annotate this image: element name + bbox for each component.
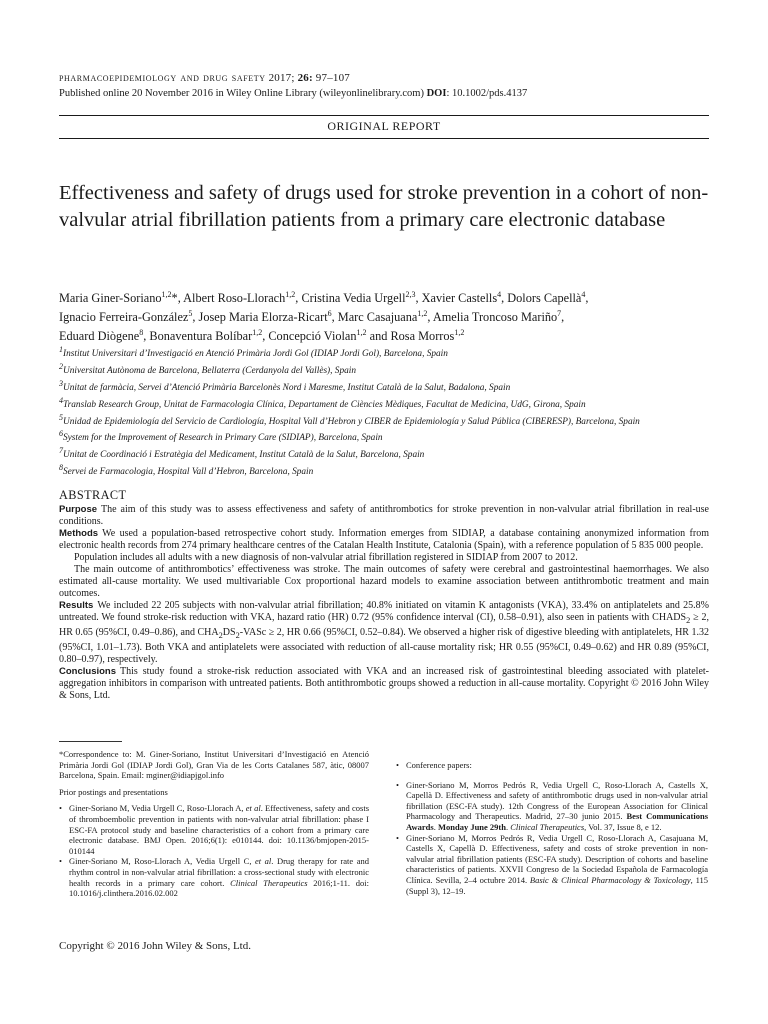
header-rule-bottom <box>59 138 709 139</box>
author-separator: , <box>143 329 150 344</box>
doi-value: : 10.1002/pds.4137 <box>446 88 528 99</box>
author-affiliation-marker: 1,2 <box>252 328 263 338</box>
affiliation-item <box>59 462 719 479</box>
author-affiliation-marker: 6 <box>327 309 332 319</box>
results-subscript: 2 <box>218 631 223 640</box>
journal-citation <box>59 70 350 85</box>
affiliation-text: Unitat de Coordinació i Estratègia del Medicament, Institut Català de la Salut, Barcelona, Spain <box>63 450 425 461</box>
affiliation-text: Servei de Farmacologia, Hospital Vall d’Hebron, Barcelona, Spain <box>63 467 314 478</box>
article-title: Effectiveness and safety of drugs used for stroke prevention in a cohort of non-valvular atrial fibrillation patients from a primary care electronic database <box>59 182 709 231</box>
prior-postings-heading: Prior postings and presentations <box>59 786 168 797</box>
author-separator: , <box>561 310 565 325</box>
ref-text: Giner-Soriano M, Vedia Urgell C, Roso-Llorach A, <box>69 803 246 814</box>
conclusions-text: This study found a stroke-risk reduction associated with VKA and an increased risk of gastrointestinal bleeding associated with platelet-aggregation inhibitors in comparison with untreated patients. Both antithrombotic groups showed a reduction in all-cause mortality. Copyright © 2016 John Wiley & Sons, Ltd. <box>59 666 709 701</box>
results-text-b: ≥ 2, HR 0.65 (95%CI, 0.49–0.86), and CHA <box>59 612 710 638</box>
results-text-d: -VASc ≥ 2, HR 0.66 (95%CI, 0.52–0.84). We observed a higher risk of digestive bleeding with antiplatelets, HR 1.32 (95%CI, 1.01–1.73). Both VKA and antiplatelets were associated with reduction of all-cause mortality risk; HR 0.55 (95%CI, 0.49–0.62) and HR 0.89 (95%CI, 0.80–0.97), respectively. <box>59 627 709 665</box>
affiliation-item <box>59 378 719 395</box>
ref-text: Giner-Soriano M, Morros Pedrós R, Vedia Urgell C, Roso-Llorach A, Casajuana M, Castells X, Capellà D. Effectiveness, safety and costs of stroke prevention in non-valvular atrial fibrillation patients (ESC-FA study). Description of cohorts and baseline characteristics of patients. XXVII Congreso de la Sociedad Española de Farmacología Clínica. Sevilla, 2–4 octubre 2014. <box>406 832 708 885</box>
affiliation-item <box>59 445 719 462</box>
journal-volume: 26: <box>297 72 313 84</box>
ref-award: Best Communications Awards <box>406 811 709 832</box>
author-name: Ignacio Ferreira-González <box>59 310 189 325</box>
author-name: Cristina Vedia Urgell <box>301 291 406 306</box>
author-name: Eduard Diògene <box>59 329 140 344</box>
author-affiliation-marker: 5 <box>188 309 193 319</box>
affiliation-text: Universitat Autònoma de Barcelona, Bellaterra (Cerdanyola del Vallès), Spain <box>63 365 356 376</box>
list-item <box>396 833 708 897</box>
affiliation-text: Unitat de farmàcia, Servei d’Atenció Primària Barcelonès Nord i Maresme, Institut Català de la Salut, Badalona, Spain <box>63 382 511 393</box>
author-name: Josep Maria Elorza-Ricart <box>198 310 328 325</box>
author-name: Rosa Morros <box>390 329 455 344</box>
author-line <box>59 287 719 306</box>
ref-journal: Clinical Therapeutics <box>230 877 308 888</box>
author-separator: , <box>295 291 302 306</box>
author-name: Albert Roso-Llorach <box>183 291 286 306</box>
list-item <box>59 856 369 898</box>
abstract-conclusions <box>59 666 709 702</box>
ref-journal: Basic & Clinical Pharmacology & Toxicology <box>529 874 691 885</box>
affiliation-item <box>59 344 719 361</box>
author-affiliation-marker: 1,2 <box>285 290 296 299</box>
author-separator: , <box>415 291 422 306</box>
author-separator: , <box>331 310 338 325</box>
purpose-label: Purpose <box>59 504 98 515</box>
affiliation-list <box>59 344 719 479</box>
ref-sep: . <box>433 821 438 832</box>
bullet-icon: • <box>396 779 399 790</box>
author-name: Dolors Capellà <box>507 291 582 306</box>
abstract-heading: ABSTRACT <box>59 488 127 502</box>
author-name: Concepció Violan <box>268 329 357 344</box>
author-name: Amelia Troncoso Mariño <box>432 310 558 325</box>
conference-heading: Conference papers: <box>406 760 472 770</box>
author-separator: , <box>585 291 589 306</box>
abstract-body <box>59 504 709 702</box>
author-separator: and <box>366 329 391 344</box>
affiliation-text: Unidad de Epidemiología del Servicio de Cardiología, Hospital Vall d’Hebron y CIBER de Epidemiología y Salud Pública (CIBERESP), Barcelona, Spain <box>63 416 640 427</box>
author-line <box>59 306 719 325</box>
results-subscript: 2 <box>235 631 240 640</box>
methods-paragraph-3: The main outcome of antithrombotics’ effectiveness was stroke. The main outcomes of safety were cerebral and gastrointestinal haemorrhages. We also estimated all-cause mortality. We used multivariable Cox proportional hazard models to examine association between antithrombotic treatment and main outcomes. <box>59 564 709 599</box>
ref-journal: Clinical Therapeutics <box>510 821 585 832</box>
correspondence-note: *Correspondence to: M. Giner-Soriano, Institut Universitari d’Investigació en Atenció Primària Jordi Gol (IDIAP Jordi Gol), Gran Via de les Corts Catalanes 587, àtic, 08007 Barcelona, Spain. Email: mginer@idiapjgol.info <box>59 749 369 781</box>
footnote-rule <box>59 741 122 742</box>
footnotes-left <box>59 741 369 899</box>
author-affiliation-marker: 1,2 <box>454 328 465 338</box>
bullet-icon: • <box>396 760 399 770</box>
ref-text: Giner-Soriano M, Morros Pedrós R, Vedia Urgell C, Roso-Llorach A, Castells X, Capellà D. Effectiveness and safety of antithrombotic drugs used in non-valvular atrial fibrillation (ESC-FA study). 12th Congress of the European Association for Clinical Pharmacology and Therapeutics. Madrid, 27–30 junio 2015. <box>406 779 708 822</box>
report-type: ORIGINAL REPORT <box>327 119 441 133</box>
author-affiliation-marker: 1,2 <box>356 328 367 338</box>
methods-text: We used a population-based retrospective cohort study. Information emerges from SIDIAP, a database containing anonymized information from electronic health records from 274 primary healthcare centres of the Catalan Health Institute, Catalonia (Spain), with a reference population of 5 835 000 people. <box>59 528 709 551</box>
published-line <box>59 88 527 99</box>
conclusions-label: Conclusions <box>59 666 117 677</box>
abstract-methods <box>59 528 709 552</box>
affiliation-number: 1 <box>59 345 63 354</box>
affiliation-text: Translab Research Group, Unitat de Farmacologia Clínica, Departament de Ciències Mèdiques, Facultat de Medicina, UdG, Girona, Spain <box>63 399 586 410</box>
author-affiliation-marker: 8 <box>139 328 144 338</box>
ref-text: . Drug therapy for rate and rhythm control in non-valvular atrial fibrillation: a cross-sectional study with electronic health records in a primary care cohort. <box>69 856 369 888</box>
author-affiliation-marker: 1,2 <box>161 290 172 299</box>
author-separator: *, <box>171 291 184 306</box>
affiliation-item <box>59 361 719 378</box>
journal-pages: 97–107 <box>315 72 350 84</box>
author-name: Maria Giner-Soriano <box>59 291 162 306</box>
methods-paragraph-2: Population includes all adults with a new diagnosis of non-valvular atrial fibrillation registered in SIDIAP from 2007 to 2012. <box>74 552 578 563</box>
author-separator: , <box>192 310 199 325</box>
results-text-a: We included 22 205 subjects with non-valvular atrial fibrillation; 40.8% initiated on vitamin K antagonists (VKA), 33.4% on antiplatelets and 25.8% untreated. We found stroke-risk reduction with VKA, hazard ratio (HR) 0.72 (95% confidence interval (CI), 0.58–0.91), also seen in patients with CHADS <box>59 600 709 623</box>
author-affiliation-marker: 4 <box>497 290 502 299</box>
affiliation-text: System for the Improvement of Research in Primary Care (SIDIAP), Barcelona, Spain <box>63 433 383 444</box>
author-name: Bonaventura Bolíbar <box>149 329 253 344</box>
bullet-icon: • <box>396 832 399 843</box>
results-subscript: 2 <box>686 616 691 625</box>
author-affiliation-marker: 2,3 <box>405 290 416 299</box>
conference-papers-list <box>396 760 708 896</box>
author-affiliation-marker: 1,2 <box>417 309 428 319</box>
journal-name: pharmacoepidemiology and drug safety <box>59 70 266 84</box>
footer-copyright: Copyright © 2016 John Wiley & Sons, Ltd. <box>59 940 251 952</box>
affiliation-number: 6 <box>59 429 63 439</box>
ref-text: 2016;1-11. doi: 10.1016/j.clinthera.2016.02.002 <box>69 877 369 899</box>
results-label: Results <box>59 600 94 611</box>
author-separator: , <box>262 329 269 344</box>
author-affiliation-marker: 4 <box>581 290 586 299</box>
ref-etal: et al <box>245 803 261 814</box>
author-affiliation-marker: 7 <box>557 309 562 319</box>
author-name: Xavier Castells <box>421 291 498 306</box>
published-text: Published online 20 November 2016 in Wiley Online Library (wileyonlinelibrary.com) <box>59 88 424 99</box>
affiliation-number: 5 <box>59 412 63 422</box>
ref-text: . Effectiveness, safety and costs of thromboembolic prevention in patients with non-valvular atrial fibrillation: phase I ESC-FA protocol study and baseline characteristics of a cohort from a primary care electronic database. BMJ Open. 2016;6(1): e010144. doi: 10.1136/bmjopen-2015-010144 <box>69 803 370 856</box>
journal-year: 2017; <box>268 72 295 84</box>
methods-label: Methods <box>59 528 99 539</box>
affiliation-item <box>59 428 719 445</box>
affiliation-item <box>59 412 719 429</box>
header-rule-top <box>59 115 709 116</box>
abstract-results <box>59 600 709 666</box>
affiliation-number: 2 <box>59 361 63 371</box>
ref-day: Monday June 29th <box>437 821 506 832</box>
affiliation-number: 3 <box>59 378 63 388</box>
author-separator: , <box>501 291 508 306</box>
conference-heading-item <box>396 760 708 771</box>
author-separator: , <box>427 310 433 325</box>
bullet-icon: • <box>59 803 62 814</box>
ref-text: , 115 (Suppl 3), 12–19. <box>406 874 708 896</box>
affiliation-number: 8 <box>59 463 63 473</box>
bullet-icon: • <box>59 856 62 867</box>
author-line <box>59 325 719 344</box>
ref-sep: . <box>505 821 511 832</box>
affiliation-number: 7 <box>59 446 63 456</box>
affiliation-number: 4 <box>59 395 63 405</box>
footnotes-right <box>396 760 708 896</box>
results-text-c: DS <box>222 627 236 638</box>
author-list <box>59 287 719 344</box>
affiliation-item <box>59 395 719 412</box>
purpose-text: The aim of this study was to assess effectiveness and safety of antithrombotics for stroke prevention in non-valvular atrial fibrillation in real-use conditions. <box>59 504 709 527</box>
doi-label: DOI <box>426 88 447 99</box>
list-item <box>59 803 369 856</box>
list-item <box>396 780 708 833</box>
ref-etal: et al <box>255 856 272 867</box>
prior-postings-list <box>59 803 369 898</box>
author-name: Marc Casajuana <box>337 310 418 325</box>
abstract-purpose <box>59 504 709 528</box>
affiliation-text: Institut Universitari d’Investigació en Atenció Primària Jordi Gol (IDIAP Jordi Gol), Barcelona, Spain <box>63 349 448 360</box>
ref-text: Giner-Soriano M, Roso-Llorach A, Vedia Urgell C, <box>69 856 255 867</box>
ref-text: , Vol. 37, Issue 8, e 12. <box>584 821 662 832</box>
